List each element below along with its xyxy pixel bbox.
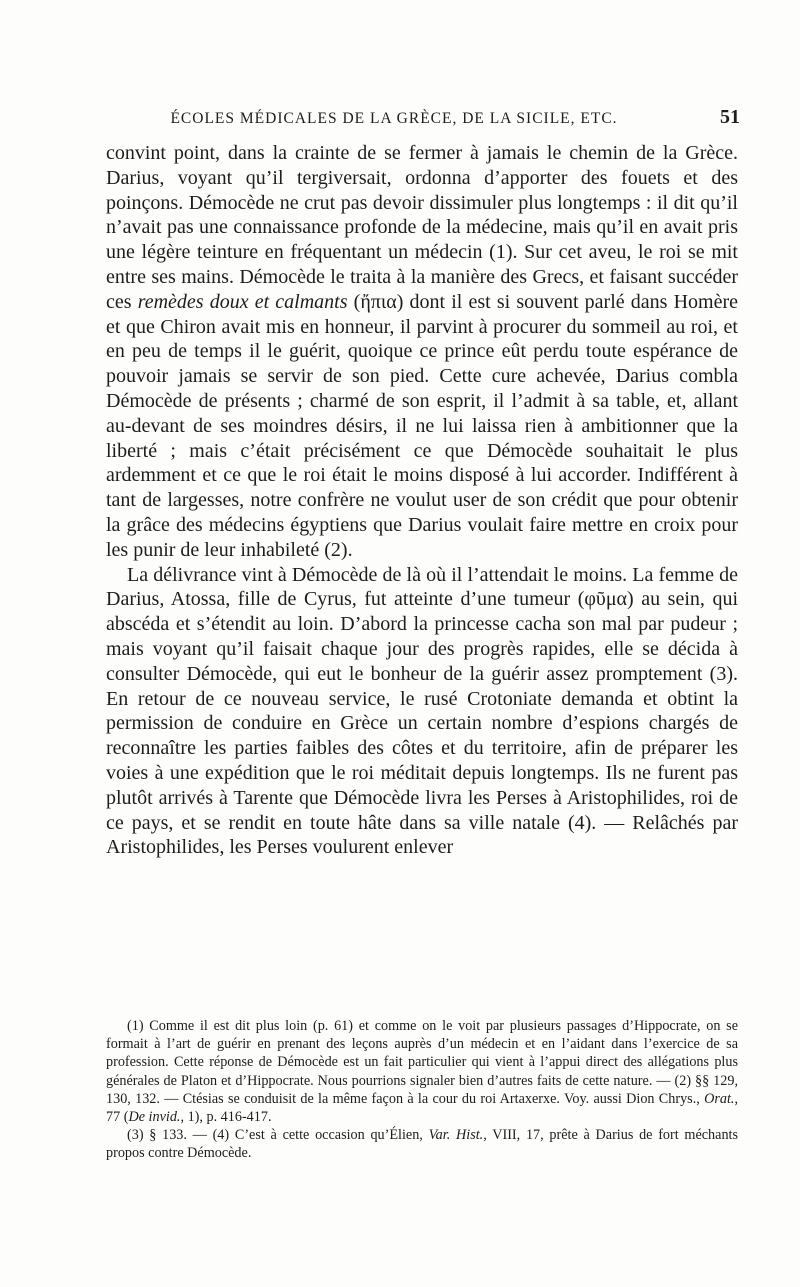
footnote-1-text: (1) Comme il est dit plus loin (p. 61) et comme on le voit par plusieurs passages d’Hippocrate, on se formait à l’art de guérir en prenant des leçons auprès d’un médecin et en l’aidant dans l’exercice de sa profession. Cette réponse de Démocède est un fait particulier qui vient à l’appui direct des allégations plus générales de Platon et d’Hippocrate. Nous pourrions signaler bien d’autres faits de cette nature. — (2) §§ 129, 130, 132. — Ctésias se conduisit de la même façon à la cour du roi Artaxerxe. Voy. aussi Dion Chrys., bbox=[106, 1018, 738, 1107]
running-title: ÉCOLES MÉDICALES DE LA GRÈCE, DE LA SICILE, ETC. bbox=[170, 110, 618, 127]
paragraph-1-text-a: convint point, dans la crainte de se fermer à jamais le chemin de la Grèce. Darius, voyant qu’il tergiversait, ordonna d’apporter des fouets et des poinçons. Démocède ne crut pas devoir dissimuler plus longtemps : il dit qu’il n’avait pas une connaissance profonde de la médecine, mais qu’il en avait pris une légère teinture en fréquentant un médecin (1). Sur cet aveu, le roi se mit entre ses mains. Démocède le traita à la manière des Grecs, et faisant succéder ces bbox=[106, 142, 738, 313]
footnote-3-cite-var-hist: Var. Hist. bbox=[428, 1127, 484, 1144]
paragraph-1-emphasis: remèdes doux et calmants bbox=[137, 290, 348, 313]
footnote-3-text-end: , VIII, 17, prête à Darius de fort méchants propos contre Démocède. bbox=[106, 1127, 739, 1162]
footnote-1-cite-invid: De invid. bbox=[128, 1109, 181, 1126]
footnote-1-2 bbox=[106, 1017, 738, 1126]
running-head bbox=[108, 106, 740, 136]
paragraph-2: La délivrance vint à Démocède de là où il l’attendait le moins. La femme de Darius, Atossa, fille de Cyrus, fut atteinte d’une tumeur (φῦμα) au sein, qui abscéda et s’étendit au loin. D’abord la princesse cacha son mal par pudeur ; mais voyant qu’il faisait chaque jour des progrès rapides, elle se décida à consulter Démocède, qui eut le bonheur de la guérir assez promptement (3). En retour de ce nouveau service, le rusé Crotoniate demanda et obtint la permission de conduire en Grèce un certain nombre d’espions chargés de reconnaître les parties faibles des côtes et du territoire, afin de préparer les voies à une expédition que le roi méditait depuis longtemps. Ils ne furent pas plutôt arrivés à Tarente que Démocède livra les Perses à Aristophilides, roi de ce pays, et se rendit en toute hâte dans sa ville natale (4). — Relâchés par Aristophilides, les Perses voulurent enlever bbox=[106, 563, 738, 859]
footnotes bbox=[106, 1017, 738, 1163]
footnote-3-4 bbox=[106, 1126, 738, 1162]
footnote-1-text-end: , 1), p. 416-417. bbox=[180, 1109, 272, 1126]
footnote-3-text: (3) § 133. — (4) C’est à cette occasion qu’Élien, bbox=[127, 1127, 429, 1144]
footnote-1-text-mid: , 77 ( bbox=[106, 1090, 738, 1126]
footnote-1-cite-orat: Orat. bbox=[704, 1090, 735, 1107]
paragraph-1-text-b: (ἤπια) dont il est si souvent parlé dans Homère et que Chiron avait mis en honneur, il parvint à procurer du sommeil au roi, et en peu de temps il le guérit, quoique ce prince eût perdu toute espérance de pouvoir jamais se servir de son pied. Cette cure achevée, Darius combla Démocède de présents ; charmé de son esprit, il l’admit à sa table, et, allant au-devant de ses moindres désirs, il ne lui laissa rien à ambitionner que la liberté ; mais c’était précisément ce que Démocède souhaitait le plus ardemment et ce que le roi était le moins disposé à lui accorder. Indifférent à tant de largesses, notre confrère ne voulut user de son crédit que pour obtenir la grâce des médecins égyptiens que Darius voulait faire mettre en croix pour les punir de leur inhabileté (2). bbox=[106, 290, 738, 561]
page-number: 51 bbox=[720, 106, 740, 128]
main-text bbox=[106, 141, 738, 860]
paragraph-1 bbox=[106, 141, 738, 563]
